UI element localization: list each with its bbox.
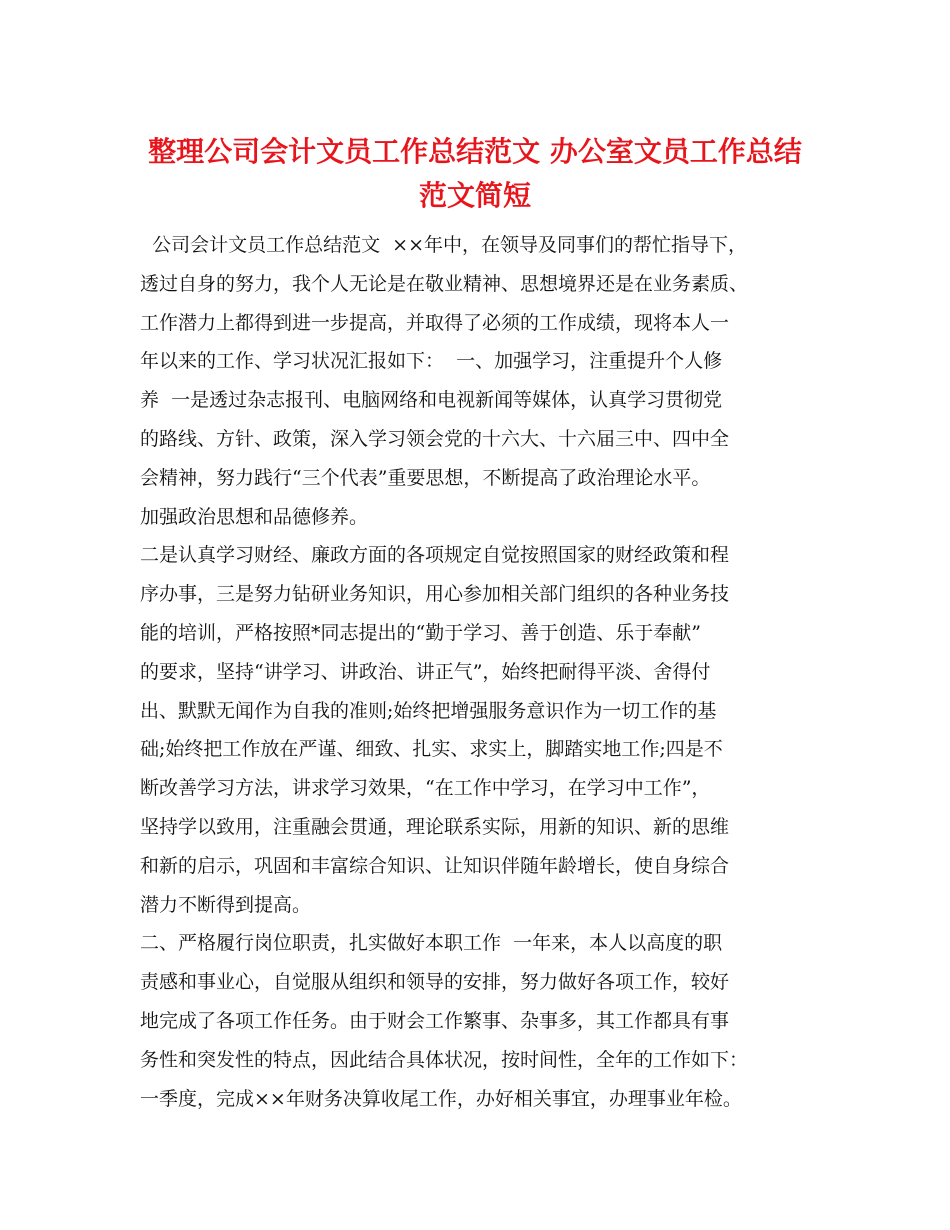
body-line: 二是认真学习财经、廉政方面的各项规定自觉按照国家的财经政策和程 xyxy=(140,544,730,567)
body-line: 加强政治思想和品德修养。 xyxy=(140,505,369,528)
document-title-line-1: 整理公司会计文员工作总结范文 办公室文员工作总结 xyxy=(148,135,802,168)
body-line: 的要求，坚持“讲学习、讲政治、讲正气”，始终把耐得平淡、舍得付 xyxy=(140,660,711,683)
body-line: 地完成了各项工作任务。由于财会工作繁事、杂事多，其工作都具有事 xyxy=(140,1009,730,1032)
body-line: 潜力不断得到提高。 xyxy=(140,893,312,916)
document-body xyxy=(140,226,830,1118)
body-line: 序办事，三是努力钻研业务知识，用心参加相关部门组织的各种业务技 xyxy=(140,583,730,606)
body-line: 公司会计文员工作总结范文 ××年中，在领导及同事们的帮忙指导下， xyxy=(140,234,747,256)
body-line: 二、严格履行岗位职责，扎实做好本职工作 一年来，本人以高度的职 xyxy=(140,932,723,955)
body-line: 透过自身的努力，我个人无论是在敬业精神、思想境界还是在业务素质、 xyxy=(140,272,749,295)
body-line: 和新的启示，巩固和丰富综合知识、让知识伴随年龄增长，使自身综合 xyxy=(140,854,730,877)
body-line: 责感和事业心，自觉服从组织和领导的安排，努力做好各项工作，较好 xyxy=(140,971,730,994)
document-title-line-2: 范文简短 xyxy=(418,179,531,212)
body-line: 会精神，努力践行“三个代表”重要思想，不断提高了政治理论水平。 xyxy=(140,466,711,489)
body-line: 养 一是透过杂志报刊、电脑网络和电视新闻等媒体，认真学习贯彻党 xyxy=(140,389,723,412)
body-line: 出、默默无闻作为自我的准则;始终把增强服务意识作为一切工作的基 xyxy=(140,699,717,722)
body-line: 年以来的工作、学习状况汇报如下： 一、加强学习，注重提升个人修 xyxy=(140,350,723,373)
body-line: 一季度，完成××年财务决算收尾工作，办好相关事宜，办理事业年检。 xyxy=(140,1087,742,1110)
body-line: 础;始终把工作放在严谨、细致、扎实、求实上，脚踏实地工作;四是不 xyxy=(140,738,723,761)
body-line: 坚持学以致用，注重融会贯通，理论联系实际，用新的知识、新的思维 xyxy=(140,815,730,838)
body-line: 务性和突发性的特点，因此结合具体状况，按时间性，全年的工作如下： xyxy=(140,1048,749,1071)
body-line: 断改善学习方法，讲求学习效果，“在工作中学习，在学习中工作”， xyxy=(140,777,711,800)
body-line: 的路线、方针、政策，深入学习领会党的十六大、十六届三中、四中全 xyxy=(140,427,730,450)
body-line: 能的培训，严格按照*同志提出的“勤于学习、善于创造、乐于奉献” xyxy=(140,621,701,644)
body-line: 工作潜力上都得到进一步提高，并取得了必须的工作成绩，现将本人一 xyxy=(140,311,730,334)
